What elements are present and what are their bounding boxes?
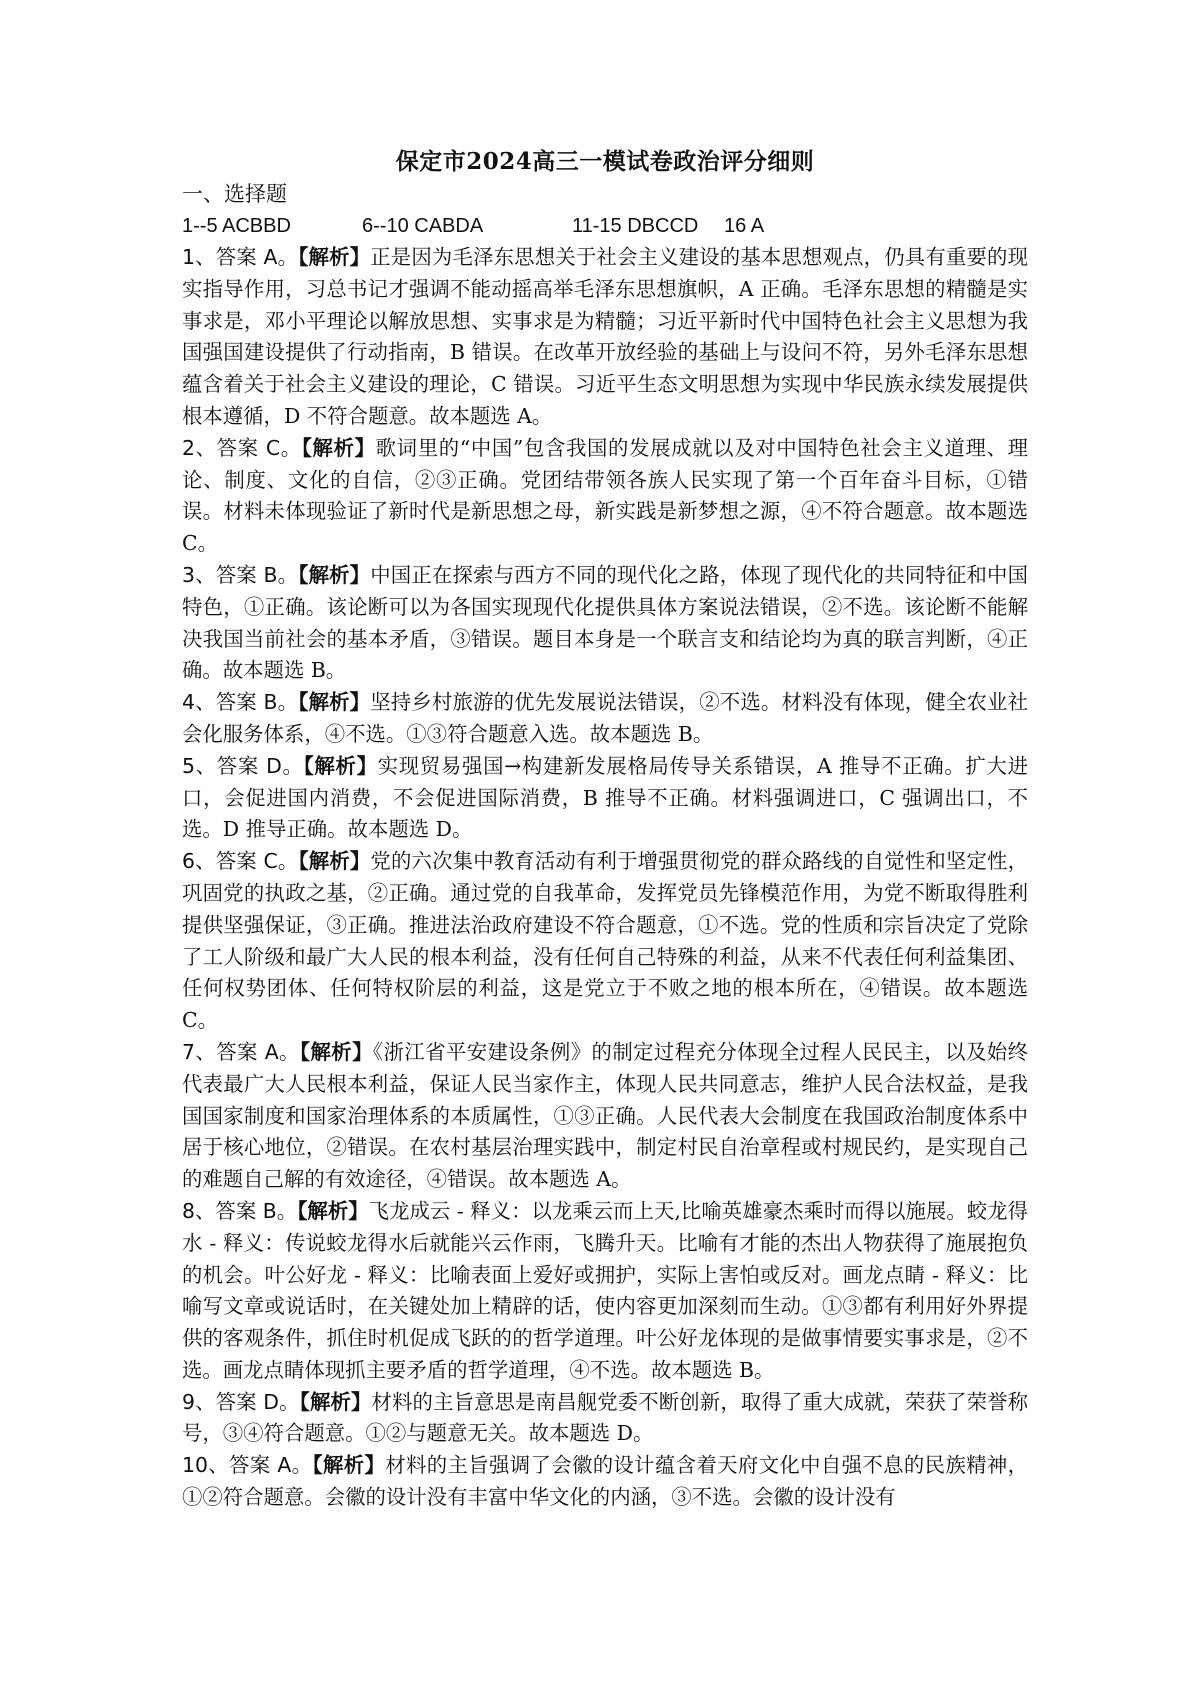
explanation-text: 材料的主旨强调了会徽的设计蕴含着天府文化中自强不息的民族精神，①②符合题意。会徽的设计没有丰富中华文化的内涵，③不选。会徽的设计没有	[182, 1453, 1028, 1510]
explanation-text: 坚持乡村旅游的优先发展说法错误，②不选。材料没有体现，健全农业社会化服务体系，④不选。①③符合题意入选。故本题选 B。	[182, 690, 1028, 746]
answer-label: 4、答案 B。	[182, 690, 299, 715]
analysis-tag: 【解析】	[298, 562, 371, 587]
answer-explanation	[182, 1037, 1028, 1196]
analysis-tag: 【解析】	[299, 1039, 373, 1064]
answer-label: 2、答案 C。	[182, 435, 302, 460]
answer-explanation	[182, 242, 1028, 433]
answer-explanation	[182, 433, 1028, 560]
answer-label: 7、答案 A。	[182, 1039, 300, 1064]
answer-explanation	[182, 1387, 1028, 1451]
analysis-tag: 【解析】	[298, 245, 371, 269]
section-heading: 一、选择题	[182, 182, 287, 206]
explanation-text: 材料的主旨意思是南昌舰党委不断创新，取得了重大成就，荣获了荣誉称号，③④符合题意。①②与题意无关。故本题选 D。	[182, 1389, 1029, 1446]
analysis-tag: 【解析】	[298, 849, 371, 874]
answer-key-group: 1--5 ACBBD	[182, 215, 291, 237]
answer-key-line	[182, 210, 1028, 242]
explanation-text: 实现贸易强国→构建新发展格局传导关系错误，A 推导不正确。扩大进口，会促进国内消费，不会促进国际消费，B 推导不正确。材料强调进口，C 强调出口，不选。D 推导正确。故本题选 D。	[182, 753, 1028, 842]
analysis-tag: 【解析】	[312, 1453, 386, 1478]
answer-label: 9、答案 D。	[182, 1389, 300, 1414]
answer-key-group: 11-15 DBCCD	[572, 215, 699, 237]
analysis-tag: 【解析】	[301, 435, 376, 460]
explanation-text: 歌词里的“中国”包含我国的发展成就以及对中国特色社会主义道理、理论、制度、文化的自信，②③正确。党团结带领各族人民实现了第一个百年奋斗目标，①错误。材料未体现验证了新时代是新思想之母，新实践是新梦想之源，④不符合题意。故本题选 C。	[182, 435, 1028, 556]
answer-label: 5、答案 D。	[182, 753, 304, 778]
explanation-text: 飞龙成云 - 释义：以龙乘云而上天,比喻英雄豪杰乘时而得以施展。蛟龙得水 - 释义：传说蛟龙得水后就能兴云作雨，飞腾升天。比喻有才能的杰出人物获得了施展抱负的机会。叶公好龙 - 释义：比喻表面上爱好或拥护，实际上害怕或反对。画龙点睛 - 释义：比喻写文章或说话时，在关键处加上精辟的话，使内容更加深刻而生动。①③都有利用好外界提供的客观条件，抓住时机促成飞跃的的哲学道理。叶公好龙体现的是做事情要实事求是，②不选。画龙点睛体现抓主要矛盾的哲学道理，④不选。故本题选 B。	[182, 1198, 1028, 1382]
explanation-text: 党的六次集中教育活动有利于增强贯彻党的群众路线的自觉性和坚定性，巩固党的执政之基，②正确。通过党的自我革命，发挥党员先锋模范作用，为党不断取得胜利提供坚强保证，③正确。推进法治政府建设不符合题意，①不选。党的性质和宗旨决定了党除了工人阶级和最广大人民的根本利益，没有任何自己特殊的利益，从来不代表任何利益集团、任何权势团体、任何特权阶层的利益，这是党立于不败之地的根本所在，④错误。故本题选 C。	[182, 849, 1028, 1033]
answer-key-group: 6--10 CABDA	[362, 215, 484, 237]
answer-label: 3、答案 B。	[182, 562, 299, 587]
answer-explanation	[182, 560, 1028, 687]
answer-key-group: 16 A	[724, 215, 765, 237]
answer-label: 1、答案 A。	[182, 245, 299, 269]
document-title: 保定市2024高三一模试卷政治评分细则	[395, 148, 815, 175]
answer-explanation	[182, 687, 1028, 751]
document-page	[182, 146, 1028, 1514]
answer-label: 8、答案 B。	[182, 1198, 298, 1223]
analysis-tag: 【解析】	[297, 1198, 369, 1223]
analysis-tag: 【解析】	[299, 1389, 372, 1414]
explanation-text: 《浙江省平安建设条例》的制定过程充分体现全过程人民民主，以及始终代表最广大人民根本利益，保证人民当家作主，体现人民共同意志，维护人民合法权益，是我国国家制度和国家治理体系的本质属性，①③正确。人民代表大会制度在我国政治制度体系中居于核心地位，②错误。在农村基层治理实践中，制定村民自治章程或村规民约，是实现自己的难题自己解的有效途径，④错误。故本题选 A。	[182, 1039, 1028, 1192]
answer-label: 6、答案 C。	[182, 849, 299, 874]
answer-explanation	[182, 751, 1028, 846]
answer-explanation	[182, 846, 1028, 1037]
answer-explanation	[182, 1450, 1028, 1514]
explanation-text: 正是因为毛泽东思想关于社会主义建设的基本思想观点，仍具有重要的现实指导作用，习总书记才强调不能动摇高举毛泽东思想旗帜，A 正确。毛泽东思想的精髓是实事求是，邓小平理论以解放思想、实事求是为精髓；习近平新时代中国特色社会主义思想为我国强国建设提供了行动指南，B 错误。在改革开放经验的基础上与设问不符，另外毛泽东思想蕴含着关于社会主义建设的理论，C 错误。习近平生态文明思想为实现中华民族永续发展提供根本遵循，D 不符合题意。故本题选 A。	[182, 245, 1028, 428]
analysis-tag: 【解析】	[303, 753, 378, 778]
answer-label: 10、答案 A。	[182, 1453, 313, 1478]
explanation-text: 中国正在探索与西方不同的现代化之路，体现了现代化的共同特征和中国特色，①正确。该论断可以为各国实现现代化提供具体方案说法错误，②不选。该论断不能解决我国当前社会的基本矛盾，③错误。题目本身是一个联言支和结论均为真的联言判断，④正确。故本题选 B。	[182, 562, 1028, 683]
answer-explanation	[182, 1196, 1028, 1387]
analysis-tag: 【解析】	[298, 690, 371, 715]
